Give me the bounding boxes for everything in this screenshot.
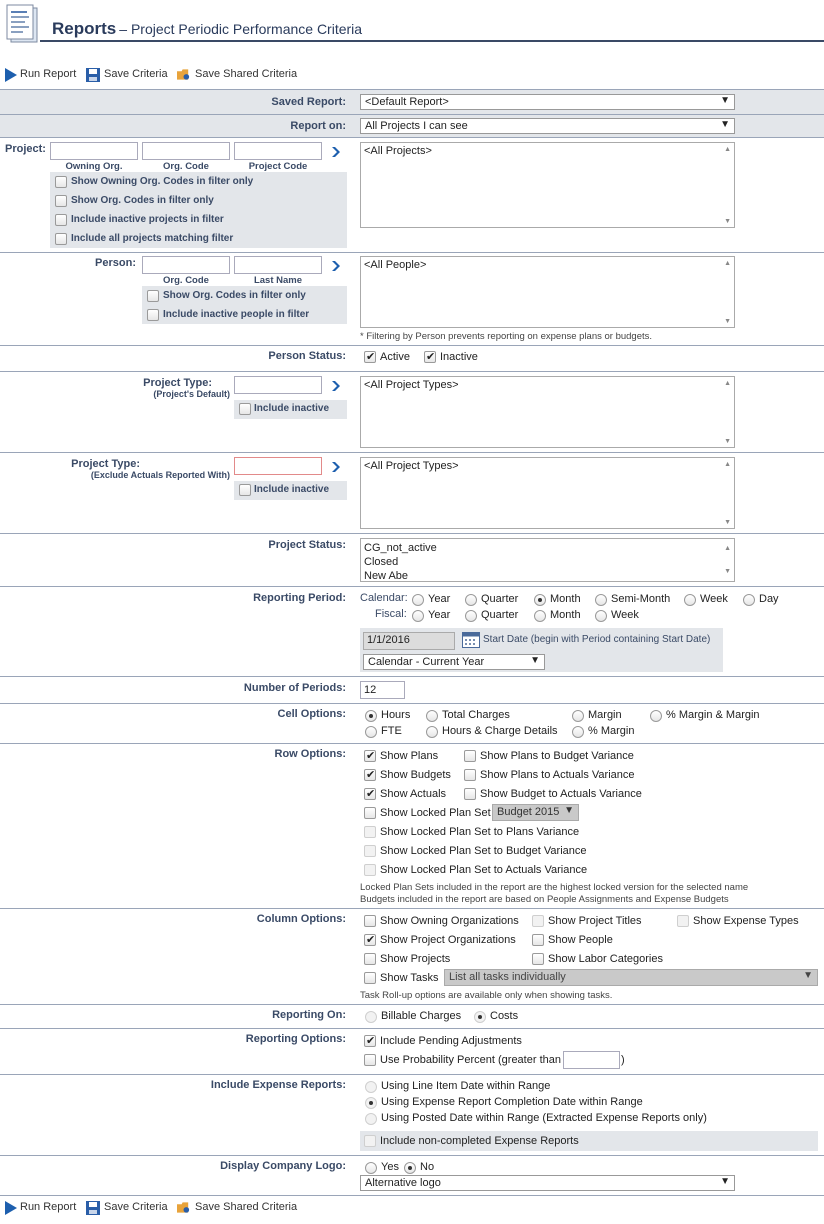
report-on-select[interactable] [360,118,735,134]
calendar-week-label: Week [700,593,728,605]
calendar-label: Calendar: [360,592,408,604]
locked-plans-variance-checkbox[interactable] [364,826,376,838]
show-budgets-label: Show Budgets [380,769,451,781]
scroll-down-icon[interactable]: ▼ [724,218,731,225]
saved-report-label: Saved Report: [271,96,346,108]
task-rollup-value: List all tasks individually [449,971,566,983]
project-type-exclude-label: Project Type: [71,458,140,470]
dropdown-arrow-icon: ▼ [720,95,730,106]
reporting-period-label: Reporting Period: [253,592,346,604]
locked-plan-set-select[interactable] [492,804,579,821]
report-on-label: Report on: [290,120,346,132]
probability-close-paren: ) [621,1054,625,1066]
show-expense-types-checkbox[interactable] [677,915,689,927]
owning-org-col-label: Owning Org. [65,161,123,172]
divider [0,676,824,677]
page-title-sub: – Project Periodic Performance Criteria [119,21,363,37]
project-status-listbox[interactable] [360,538,735,582]
divider [0,345,824,346]
run-report-label: Run Report [20,1201,77,1213]
person-filter-note: * Filtering by Person prevents reporting on expense plans or budgets. [360,331,653,342]
project-type-exclude-include-inactive-label: Include inactive [254,484,330,495]
task-rollup-note: Task Roll-up options are available only when showing tasks. [360,990,613,1001]
person-show-org-codes-label: Show Org. Codes in filter only [163,290,306,301]
show-tasks-checkbox[interactable] [364,972,376,984]
scroll-down-icon[interactable]: ▼ [724,568,731,575]
save-criteria-label: Save Criteria [104,1201,168,1213]
company-logo-value: Alternative logo [365,1177,441,1189]
include-pending-adjustments-label: Include Pending Adjustments [380,1035,522,1047]
go-arrow-icon[interactable] [331,461,341,473]
reporting-on-label: Reporting On: [272,1009,346,1021]
fiscal-quarter-radio[interactable] [465,610,477,622]
fte-label: FTE [381,725,402,737]
calendar-month-label: Month [550,593,581,605]
show-plans-checkbox[interactable] [364,750,376,762]
show-org-codes-label: Show Org. Codes in filter only [71,195,214,206]
completion-date-label: Using Expense Report Completion Date within Range [381,1096,643,1108]
run-report-button[interactable] [4,67,80,83]
margin-radio[interactable] [572,710,584,722]
show-labor-categories-checkbox[interactable] [532,953,544,965]
show-projects-label: Show Projects [380,953,451,965]
calendar-month-radio[interactable] [534,594,546,606]
project-type-include-inactive-label: Include inactive [254,403,330,414]
calendar-day-label: Day [759,593,779,605]
scroll-down-icon[interactable]: ▼ [724,519,731,526]
org-code-col-label: Org. Code [163,161,209,172]
listbox-item[interactable]: Closed [364,556,399,568]
show-project-titles-checkbox[interactable] [532,915,544,927]
costs-label: Costs [490,1010,519,1022]
scroll-up-icon[interactable]: ▲ [724,545,731,552]
completion-date-radio[interactable] [365,1097,377,1109]
costs-radio[interactable] [474,1011,486,1023]
divider [0,1004,824,1005]
save-shared-criteria-label: Save Shared Criteria [195,1201,298,1213]
logo-yes-label: Yes [381,1161,399,1173]
display-company-logo-label: Display Company Logo: [220,1160,346,1172]
calendar-week-radio[interactable] [684,594,696,606]
owning-org-input[interactable] [50,142,138,160]
locked-actuals-variance-label: Show Locked Plan Set to Actuals Variance [380,864,588,876]
org-code-input[interactable] [142,142,230,160]
project-type-exclude-include-inactive-checkbox[interactable] [239,484,251,496]
plans-budget-variance-label: Show Plans to Budget Variance [480,750,634,762]
divider [0,114,824,115]
shared-folder-icon [177,68,191,82]
use-probability-label: Use Probability Percent (greater than [380,1054,561,1066]
calendar-semimonth-label: Semi-Month [611,593,671,605]
show-owning-org-codes-checkbox[interactable] [55,176,67,188]
shared-folder-icon [177,1201,191,1215]
show-owning-orgs-label: Show Owning Organizations [380,915,519,927]
period-range-select[interactable] [363,654,545,670]
page-title-main: Reports [52,19,117,38]
probability-percent-input[interactable] [563,1051,620,1069]
project-types-listbox[interactable] [360,376,735,448]
floppy-disk-icon [86,1201,100,1215]
save-criteria-label: Save Criteria [104,68,168,80]
locked-plan-note: Locked Plan Sets included in the report are the highest locked version for the selected name [360,882,749,893]
project-label: Project: [5,143,46,155]
fiscal-year-radio[interactable] [412,610,424,622]
page-title [52,19,362,39]
pct-margin-and-margin-label: % Margin & Margin [666,709,760,721]
project-type-exclude-sub-label: (Exclude Actuals Reported With) [90,470,230,480]
project-type-sub-label: (Project's Default) [153,389,230,399]
project-type-include-inactive-checkbox[interactable] [239,403,251,415]
show-budgets-checkbox[interactable] [364,769,376,781]
budget-actuals-variance-checkbox[interactable] [464,788,476,800]
include-inactive-people-checkbox[interactable] [147,309,159,321]
logo-yes-radio[interactable] [365,1162,377,1174]
divider [0,1195,824,1196]
report-on-value: All Projects I can see [365,120,468,132]
person-show-org-codes-checkbox[interactable] [147,290,159,302]
show-labor-categories-label: Show Labor Categories [548,953,663,965]
divider [0,703,824,704]
locked-budget-variance-label: Show Locked Plan Set to Budget Variance [380,845,587,857]
include-expense-reports-label: Include Expense Reports: [210,1079,346,1091]
column-options-label: Column Options: [256,913,346,925]
start-date-value: 1/1/2016 [367,634,410,646]
include-all-projects-label: Include all projects matching filter [71,233,234,244]
person-org-code-input[interactable] [142,256,230,274]
save-shared-criteria-label: Save Shared Criteria [195,68,298,80]
show-owning-org-codes-label: Show Owning Org. Codes in filter only [71,176,254,187]
start-date-input[interactable] [363,632,455,650]
divider [0,1155,824,1156]
show-actuals-label: Show Actuals [380,788,447,800]
projects-listbox[interactable] [360,142,735,228]
people-listbox[interactable] [360,256,735,328]
show-projects-checkbox[interactable] [364,953,376,965]
pct-margin-label: % Margin [588,725,635,737]
plans-budget-variance-checkbox[interactable] [464,750,476,762]
scroll-down-icon[interactable]: ▼ [724,318,731,325]
active-checkbox[interactable] [364,351,376,363]
save-criteria-button-bottom[interactable] [86,1200,170,1216]
project-status-label: Project Status: [268,539,346,551]
active-label: Active [380,351,410,363]
billable-charges-label: Billable Charges [381,1010,462,1022]
locked-actuals-variance-checkbox[interactable] [364,864,376,876]
listbox-item[interactable]: CG_not_active [364,542,437,554]
calendar-day-radio[interactable] [743,594,755,606]
show-tasks-label: Show Tasks [380,972,439,984]
calendar-quarter-radio[interactable] [465,594,477,606]
report-doc-icon [5,4,41,46]
show-owning-orgs-checkbox[interactable] [364,915,376,927]
include-inactive-projects-label: Include inactive projects in filter [71,214,224,225]
fiscal-month-label: Month [550,609,581,621]
scroll-up-icon[interactable]: ▲ [724,461,731,468]
listbox-item[interactable]: New Abe [364,570,409,582]
hours-radio[interactable] [365,710,377,722]
billable-charges-radio[interactable] [365,1011,377,1023]
fte-radio[interactable] [365,726,377,738]
fiscal-month-radio[interactable] [534,610,546,622]
person-status-label: Person Status: [268,350,346,362]
period-range-value: Calendar - Current Year [368,656,485,668]
listbox-item[interactable]: <All Projects> [364,145,432,157]
inactive-checkbox[interactable] [424,351,436,363]
save-shared-criteria-button-bottom[interactable] [177,1200,299,1216]
saved-report-value: <Default Report> [365,96,449,108]
save-shared-criteria-button[interactable] [177,67,299,83]
scroll-down-icon[interactable]: ▼ [724,438,731,445]
calendar-quarter-label: Quarter [481,593,519,605]
listbox-item[interactable]: <All Project Types> [364,460,459,472]
run-report-button-bottom[interactable] [4,1200,80,1216]
margin-label: Margin [588,709,622,721]
show-expense-types-label: Show Expense Types [693,915,799,927]
show-locked-plan-set-checkbox[interactable] [364,807,376,819]
fiscal-week-label: Week [611,609,639,621]
divider [0,137,824,138]
show-locked-plan-set-label: Show Locked Plan Set [380,807,491,819]
header-rule [40,40,824,42]
person-label: Person: [95,257,136,269]
divider [0,371,824,372]
fiscal-week-radio[interactable] [595,610,607,622]
scroll-up-icon[interactable]: ▲ [724,146,731,153]
go-arrow-icon[interactable] [331,260,341,272]
hours-charge-details-radio[interactable] [426,726,438,738]
divider [0,908,824,909]
logo-no-radio[interactable] [404,1162,416,1174]
dropdown-arrow-icon: ▼ [720,119,730,130]
run-report-label: Run Report [20,68,77,80]
show-project-orgs-checkbox[interactable] [364,934,376,946]
include-inactive-projects-checkbox[interactable] [55,214,67,226]
plans-actuals-variance-checkbox[interactable] [464,769,476,781]
number-of-periods-value: 12 [364,684,377,696]
start-date-note: Start Date (begin with Period containing Start Date) [483,634,711,645]
play-icon [4,1201,18,1215]
reporting-options-label: Reporting Options: [245,1033,346,1045]
show-org-codes-checkbox[interactable] [55,195,67,207]
go-arrow-icon[interactable] [331,146,341,158]
fiscal-label: Fiscal: [375,608,407,620]
saved-report-select[interactable] [360,94,735,110]
number-of-periods-label: Number of Periods: [243,682,346,694]
inactive-label: Inactive [440,351,478,363]
scroll-up-icon[interactable]: ▲ [724,260,731,267]
show-plans-label: Show Plans [380,750,439,762]
include-non-completed-label: Include non-completed Expense Reports [380,1135,579,1147]
line-item-date-radio[interactable] [365,1081,377,1093]
divider [0,1074,824,1075]
divider [0,452,824,453]
project-type-input[interactable] [234,376,322,394]
project-type-exclude-input[interactable] [234,457,322,475]
last-name-input[interactable] [234,256,322,274]
project-types-exclude-listbox[interactable] [360,457,735,529]
dropdown-arrow-icon: ▼ [803,970,813,981]
locked-budget-variance-checkbox[interactable] [364,845,376,857]
show-project-titles-label: Show Project Titles [548,915,642,927]
logo-no-label: No [420,1161,435,1173]
hours-label: Hours [381,709,411,721]
project-code-col-label: Project Code [248,161,308,172]
task-rollup-select[interactable] [444,969,818,986]
calendar-year-label: Year [428,593,451,605]
dropdown-arrow-icon: ▼ [720,1176,730,1187]
listbox-item[interactable]: <All People> [364,259,427,271]
hours-charge-details-label: Hours & Charge Details [442,725,558,737]
project-code-input[interactable] [234,142,322,160]
calendar-icon[interactable] [462,632,480,648]
calendar-year-radio[interactable] [412,594,424,606]
go-arrow-icon[interactable] [331,380,341,392]
budget-actuals-variance-label: Show Budget to Actuals Variance [480,788,642,800]
include-all-projects-checkbox[interactable] [55,233,67,245]
divider [0,743,824,744]
number-of-periods-input[interactable] [360,681,405,699]
divider [0,533,824,534]
show-people-label: Show People [548,934,613,946]
floppy-disk-icon [86,68,100,82]
listbox-item[interactable]: <All Project Types> [364,379,459,391]
posted-date-radio[interactable] [365,1113,377,1125]
dropdown-arrow-icon: ▼ [530,655,540,666]
posted-date-label: Using Posted Date within Range (Extracted Expense Reports only) [381,1112,707,1124]
locked-plans-variance-label: Show Locked Plan Set to Plans Variance [380,826,580,838]
scroll-up-icon[interactable]: ▲ [724,380,731,387]
locked-plan-set-value: Budget 2015 [497,806,560,818]
include-non-completed-checkbox[interactable] [364,1135,376,1147]
last-name-col-label: Last Name [253,275,303,286]
person-org-code-col-label: Org. Code [163,275,209,286]
budgets-note: Budgets included in the report are based on People Assignments and Expense Budgets [360,894,729,905]
project-type-label: Project Type: [143,377,212,389]
include-pending-adjustments-checkbox[interactable] [364,1035,376,1047]
show-project-orgs-label: Show Project Organizations [380,934,516,946]
fiscal-quarter-label: Quarter [481,609,519,621]
cell-options-label: Cell Options: [277,708,346,720]
line-item-date-label: Using Line Item Date within Range [381,1080,551,1092]
fiscal-year-label: Year [428,609,451,621]
use-probability-checkbox[interactable] [364,1054,376,1066]
play-icon [4,68,18,82]
divider [0,252,824,253]
row-options-label: Row Options: [274,748,346,760]
include-inactive-people-label: Include inactive people in filter [163,309,310,320]
save-criteria-button[interactable] [86,67,170,83]
company-logo-select[interactable] [360,1175,735,1191]
total-charges-radio[interactable] [426,710,438,722]
total-charges-label: Total Charges [442,709,510,721]
pct-margin-and-margin-radio[interactable] [650,710,662,722]
show-actuals-checkbox[interactable] [364,788,376,800]
plans-actuals-variance-label: Show Plans to Actuals Variance [480,769,635,781]
dropdown-arrow-icon: ▼ [564,805,574,816]
divider [0,586,824,587]
divider [0,1028,824,1029]
pct-margin-radio[interactable] [572,726,584,738]
calendar-semimonth-radio[interactable] [595,594,607,606]
show-people-checkbox[interactable] [532,934,544,946]
